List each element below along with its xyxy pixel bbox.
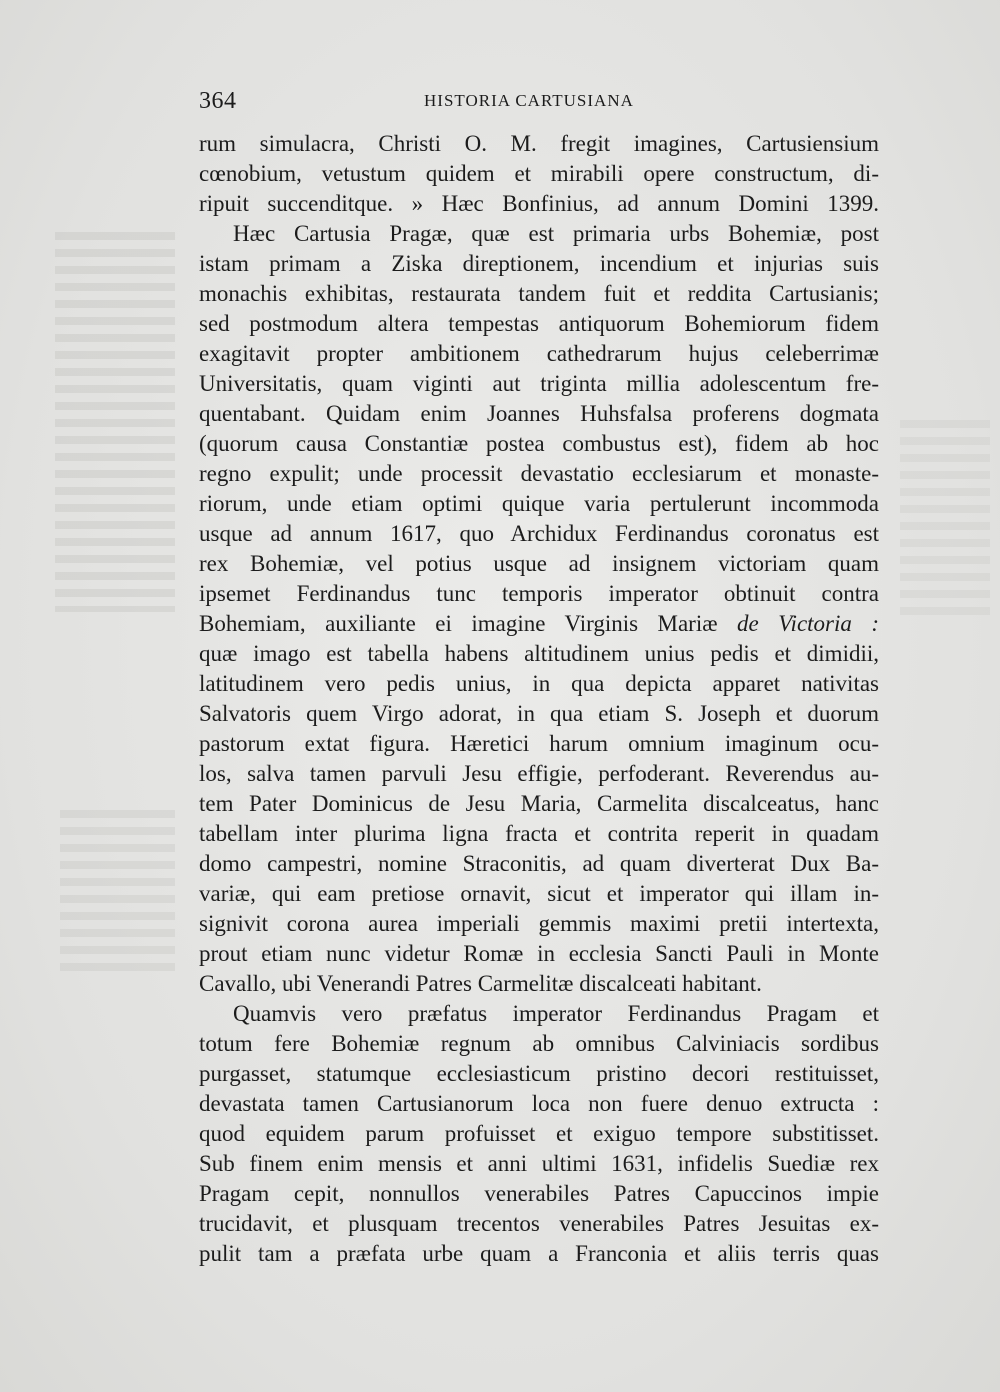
text-line [199,129,879,159]
text-line-content: Universitatis, quam viginti aut triginta millia adolescentum fre- [199,371,879,396]
text-line [199,849,879,879]
text-line [199,669,879,699]
text-line-content: los, salva tamen parvuli Jesu effigie, perfoderant. Reverendus au- [199,761,879,786]
text-line-content: tem Pater Dominicus de Jesu Maria, Carmelita discalceatus, hanc [199,791,879,816]
text-line-content: cœnobium, vetustum quidem et mirabili opere constructum, di- [199,161,879,186]
text-line-content: Cavallo, ubi Venerandi Patres Carmelitæ discalceati habitant. [199,971,762,996]
text-line-content: rum simulacra, Christi O. M. fregit imagines, Cartusiensium [199,131,879,156]
text-line [199,279,879,309]
text-line-content: exagitavit propter ambitionem cathedrarum hujus celeberrimæ [199,341,879,366]
text-line-content: istam primam a Ziska direptionem, incendium et injurias suis [199,251,879,276]
text-line [199,519,879,549]
page-number: 364 [199,88,237,114]
text-line-content: devastata tamen Cartusianorum loca non fuere denuo extructa : [199,1091,879,1116]
text-line [199,549,879,579]
text-line-content: quæ imago est tabella habens altitudinem unius pedis et dimidii, [199,641,879,666]
text-line-content: ipsemet Ferdinandus tunc temporis imperator obtinuit contra [199,581,879,606]
text-line [199,189,879,219]
text-line [199,249,879,279]
text-line [199,1089,879,1119]
text-line [199,879,879,909]
text-line [199,1029,879,1059]
text-line-content: usque ad annum 1617, quo Archidux Ferdinandus coronatus est [199,521,879,546]
text-line [199,309,879,339]
text-line [199,1239,879,1269]
text-line-content: quentabant. Quidam enim Joannes Huhsfalsa proferens dogmata [199,401,879,426]
italic-phrase: de Victoria : [737,611,880,636]
text-line [199,339,879,369]
text-line-content: monachis exhibitas, restaurata tandem fuit et reddita Cartusianis; [199,281,879,306]
text-line-content: tabellam inter plurima ligna fracta et contrita reperit in quadam [199,821,879,846]
text-line [199,999,879,1029]
text-line-content: sed postmodum altera tempestas antiquorum Bohemiorum fidem [199,311,879,336]
text-line-content: rex Bohemiæ, vel potius usque ad insignem victoriam quam [199,551,879,576]
text-line [199,909,879,939]
text-line-content: (quorum causa Constantiæ postea combustus est), fidem ab hoc [199,431,879,456]
text-line [199,1059,879,1089]
text-line [199,579,879,609]
text-line [199,219,879,249]
text-line-content: Pragam cepit, nonnullos venerabiles Patres Capuccinos impie [199,1181,879,1206]
text-line-content: Bohemiam, auxiliante ei imagine Virginis Mariæ [199,611,718,636]
text-line [199,789,879,819]
text-line-content: pastorum extat figura. Hæretici harum omnium imaginum ocu- [199,731,879,756]
text-line [199,819,879,849]
text-line [199,1119,879,1149]
text-line-content: signivit corona aurea imperiali gemmis maximi pretii intertexta, [199,911,879,936]
text-line-content: Salvatoris quem Virgo adorat, in qua etiam S. Joseph et duorum [199,701,879,726]
text-line [199,369,879,399]
show-through-margin-right [900,420,990,620]
text-line [199,429,879,459]
text-line-content: latitudinem vero pedis unius, in qua depicta apparet nativitas [199,671,879,696]
text-line [199,459,879,489]
text-line-content: prout etiam nunc videtur Romæ in ecclesia Sancti Pauli in Monte [199,941,879,966]
text-line [199,729,879,759]
show-through-margin-left-lower [60,810,175,980]
text-line [199,1149,879,1179]
text-line [199,939,879,969]
text-line [199,159,879,189]
page-header [199,88,879,118]
text-line-content: regno expulit; unde processit devastatio ecclesiarum et monaste- [199,461,879,486]
text-line [199,399,879,429]
text-line [199,1209,879,1239]
text-line [199,639,879,669]
text-line-content: variæ, qui eam pretiose ornavit, sicut et imperator qui illam in- [199,881,879,906]
text-line-content: domo campestri, nomine Straconitis, ad quam diverterat Dux Ba- [199,851,879,876]
text-line [199,969,879,999]
show-through-margin-left [55,232,175,612]
text-line-content: riorum, unde etiam optimi quique varia pertulerunt incommoda [199,491,879,516]
running-title: HISTORIA CARTUSIANA [424,91,634,110]
text-line-content: purgasset, statumque ecclesiasticum pristino decori restituisset, [199,1061,879,1086]
text-line [199,699,879,729]
text-line-content: Hæc Cartusia Pragæ, quæ est primaria urbs Bohemiæ, post [233,221,879,246]
text-line-content: Quamvis vero præfatus imperator Ferdinandus Pragam et [233,1001,879,1026]
text-line [199,609,879,639]
text-line-content: quod equidem parum profuisset et exiguo tempore substitisset. [199,1121,879,1146]
text-line [199,1179,879,1209]
text-line-content: totum fere Bohemiæ regnum ab omnibus Calviniacis sordibus [199,1031,879,1056]
text-line [199,759,879,789]
text-line-content: Sub finem enim mensis et anni ultimi 1631, infidelis Suediæ rex [199,1151,879,1176]
text-line [199,489,879,519]
text-line-content: pulit tam a præfata urbe quam a Franconia et aliis terris quas [199,1241,879,1266]
text-line-content: trucidavit, et plusquam trecentos venerabiles Patres Jesuitas ex- [199,1211,879,1236]
body-text [199,129,879,1269]
text-line-content: ripuit succenditque. » Hæc Bonfinius, ad annum Domini 1399. [199,191,879,216]
